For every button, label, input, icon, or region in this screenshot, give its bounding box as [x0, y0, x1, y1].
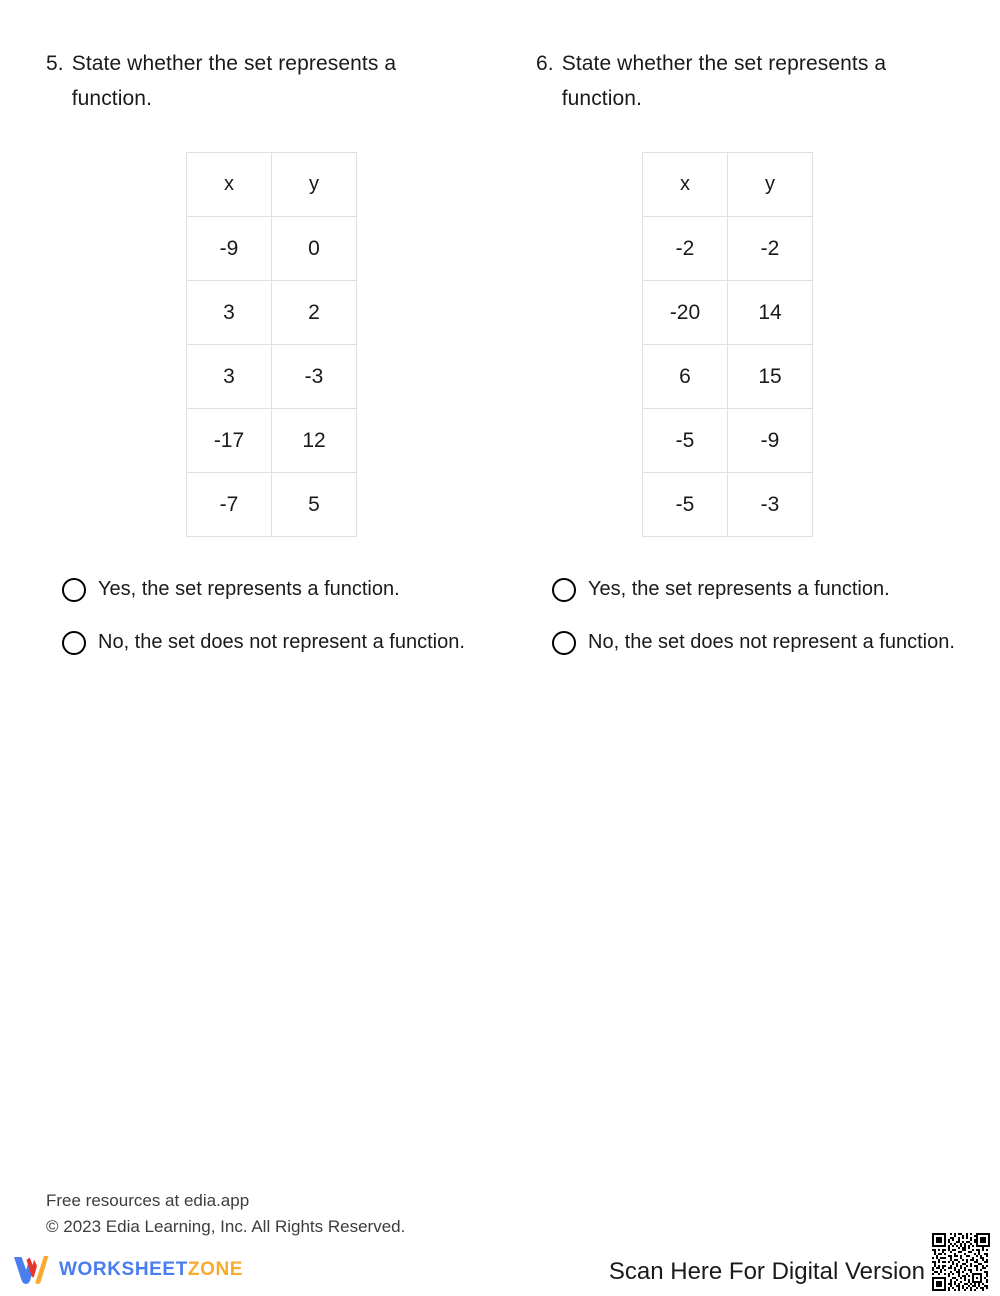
table-row	[187, 217, 357, 281]
table-cell-y: 15	[728, 345, 813, 409]
problem-5-options	[46, 571, 470, 661]
table-cell-y: -3	[728, 473, 813, 537]
problem-5-option-no-label: No, the set does not represent a function.	[98, 631, 465, 653]
table-cell-y: 14	[728, 281, 813, 345]
table-cell-x: -7	[187, 473, 272, 537]
table-cell-x: -5	[643, 409, 728, 473]
problem-5-prompt: State whether the set represents a function.	[71, 52, 397, 110]
table-header-x: x	[643, 153, 728, 217]
table-cell-x: -17	[187, 409, 272, 473]
table-cell-y: 2	[272, 281, 357, 345]
radio-button-icon[interactable]	[62, 578, 86, 602]
problem-5-option-yes[interactable]	[62, 571, 470, 608]
table-row	[643, 345, 813, 409]
worksheet-zone-logo[interactable]	[12, 1254, 243, 1286]
copyright-line: © 2023 Edia Learning, Inc. All Rights Reserved.	[46, 1217, 406, 1236]
table-row	[187, 345, 357, 409]
worksheet-zone-logo-icon	[12, 1254, 50, 1286]
problem-5-table	[186, 152, 357, 537]
table-row	[187, 281, 357, 345]
table-header-y: y	[272, 153, 357, 217]
table-header-row	[187, 153, 357, 217]
problem-6-number: 6.	[536, 52, 554, 75]
table-cell-x: 3	[187, 345, 272, 409]
table-cell-x: -5	[643, 473, 728, 537]
table-cell-y: 12	[272, 409, 357, 473]
problem-6-question	[536, 46, 980, 116]
table-row	[187, 409, 357, 473]
table-cell-y: -9	[728, 409, 813, 473]
table-cell-y: -2	[728, 217, 813, 281]
radio-button-icon[interactable]	[552, 578, 576, 602]
qr-code-icon[interactable]	[932, 1233, 990, 1291]
problem-6-table	[642, 152, 813, 537]
problem-5-option-yes-label: Yes, the set represents a function.	[98, 578, 400, 600]
problem-6-options	[536, 571, 980, 661]
scan-here-text: Scan Here For Digital Version	[608, 1258, 925, 1285]
table-cell-x: -20	[643, 281, 728, 345]
problem-6-table-wrap	[536, 152, 980, 537]
radio-button-icon[interactable]	[552, 631, 576, 655]
problem-6-option-no[interactable]	[552, 624, 980, 661]
problem-6-option-no-label: No, the set does not represent a function.	[588, 631, 955, 653]
table-row	[643, 217, 813, 281]
radio-button-icon[interactable]	[62, 631, 86, 655]
table-header-x: x	[187, 153, 272, 217]
table-cell-x: -2	[643, 217, 728, 281]
table-row	[187, 473, 357, 537]
table-header-row	[643, 153, 813, 217]
table-header-y: y	[728, 153, 813, 217]
table-cell-x: -9	[187, 217, 272, 281]
table-cell-y: 5	[272, 473, 357, 537]
worksheet-zone-logo-text	[59, 1259, 243, 1281]
table-cell-x: 3	[187, 281, 272, 345]
problem-6-prompt: State whether the set represents a function.	[561, 52, 887, 110]
problem-5-number: 5.	[46, 52, 64, 75]
problem-5-option-no[interactable]	[62, 624, 470, 661]
problem-6-option-yes-label: Yes, the set represents a function.	[588, 578, 890, 600]
problem-5-question	[46, 46, 470, 116]
free-resources-line: Free resources at edia.app	[46, 1191, 250, 1210]
footer-text-block	[46, 1188, 405, 1240]
logo-word-worksheet: WORKSHEET	[59, 1259, 188, 1280]
problem-5	[0, 46, 500, 677]
logo-word-zone: ZONE	[187, 1259, 244, 1280]
table-cell-x: 6	[643, 345, 728, 409]
table-row	[643, 281, 813, 345]
table-row	[643, 409, 813, 473]
table-cell-y: 0	[272, 217, 357, 281]
table-row	[643, 473, 813, 537]
problem-6	[500, 46, 1000, 677]
table-cell-y: -3	[272, 345, 357, 409]
problem-6-option-yes[interactable]	[552, 571, 980, 608]
problem-5-table-wrap	[46, 152, 470, 537]
